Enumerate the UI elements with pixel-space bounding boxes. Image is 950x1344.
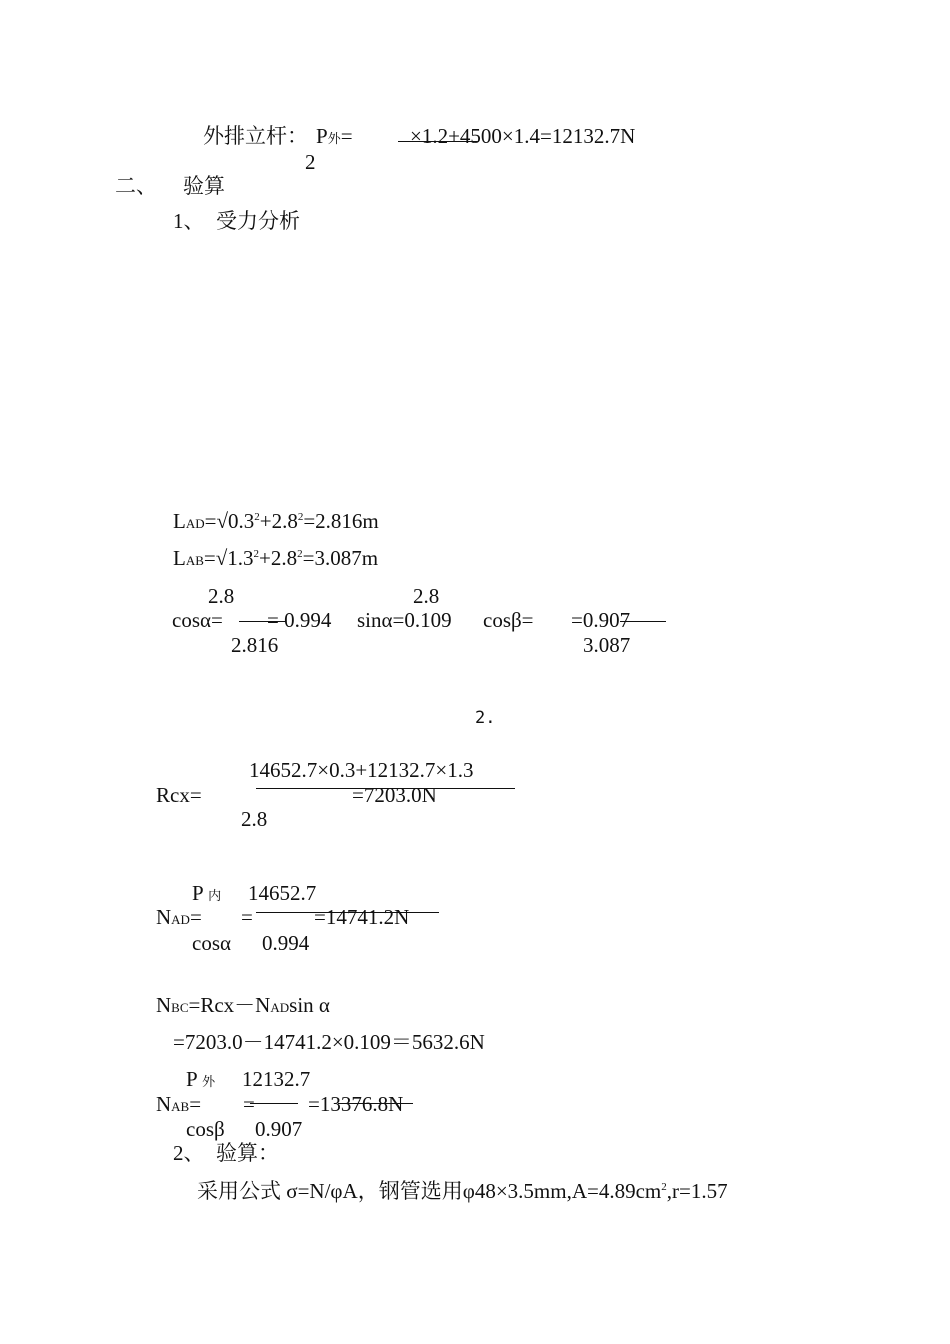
formula-text: 采用公式 σ=N/φA，钢管选用$\varphi 48\times 3.5mm,A=4.89cm^2,r=1.57$ (197, 1179, 728, 1203)
outer-pole-p: P外= (316, 124, 353, 148)
check-title: 验算： (216, 1141, 279, 1165)
cos-beta-label: cosβ= (483, 608, 534, 632)
section-title: 验算 (183, 174, 225, 198)
nbc-result: =7203.0－14741.2×0.109＝5632.6N (173, 1030, 485, 1054)
nab-p-outer: P 外 (186, 1067, 216, 1091)
nad-denominator-label: cosα (192, 931, 231, 955)
fraction-bar (620, 621, 666, 622)
nad-label: NAD= (156, 905, 202, 929)
rcx-numerator: 14652.7×0.3+12132.7×1.3 (249, 758, 474, 782)
nad-equals: = (241, 905, 253, 929)
nab-denominator-label: cosβ (186, 1117, 225, 1141)
nad-denominator: 0.994 (262, 931, 310, 955)
cos-alpha-value: = 0.994 (267, 608, 332, 632)
outer-pole-label: 外排立杆： (203, 124, 308, 148)
section-number: 二、 (115, 174, 157, 198)
outer-pole-denominator: 2 (305, 150, 316, 174)
lab-formula: $LAB=√1.3^2+2.8^2=3.087m$ (173, 546, 379, 570)
nad-p-inner: P 内 (192, 881, 222, 905)
item2-number: 2. (475, 708, 496, 728)
fraction-bar (338, 1103, 413, 1104)
item1-number: 1、 (173, 209, 205, 233)
check-number: 2、 (173, 1141, 205, 1165)
cos-alpha-label: cosα= (172, 608, 223, 632)
outer-pole-rest: ×1.2+4500×1.4=12132.7N (410, 124, 636, 148)
nad-value: =14741.2N (314, 905, 410, 929)
fraction-bar (250, 1103, 298, 1104)
cos-beta-value: =0.907 (571, 608, 631, 632)
cos-beta-denominator: 3.087 (583, 633, 631, 657)
cos-beta-numerator: 2.8 (413, 584, 440, 608)
nbc-formula: NBC=Rcx－NADsin α (156, 993, 330, 1017)
rcx-denominator: 2.8 (241, 807, 268, 831)
rcx-value: =7203.0N (352, 783, 437, 807)
nab-label: NAB= (156, 1092, 202, 1116)
rcx-label: Rcx= (156, 783, 202, 807)
nab-denominator: 0.907 (255, 1117, 303, 1141)
sin-alpha-value: sinα=0.109 (357, 608, 452, 632)
nad-numerator: 14652.7 (248, 881, 317, 905)
cos-alpha-denominator: 2.816 (231, 633, 279, 657)
lad-formula: $LAD=√0.3^2+2.8^2=2.816m$ (173, 509, 379, 533)
nab-numerator: 12132.7 (242, 1067, 311, 1091)
nab-equals: = (243, 1092, 255, 1116)
cos-alpha-numerator: 2.8 (208, 584, 235, 608)
fraction-bar (398, 141, 478, 142)
item1-title: 受力分析 (216, 209, 300, 233)
nab-value: =13376.8N (308, 1092, 404, 1116)
